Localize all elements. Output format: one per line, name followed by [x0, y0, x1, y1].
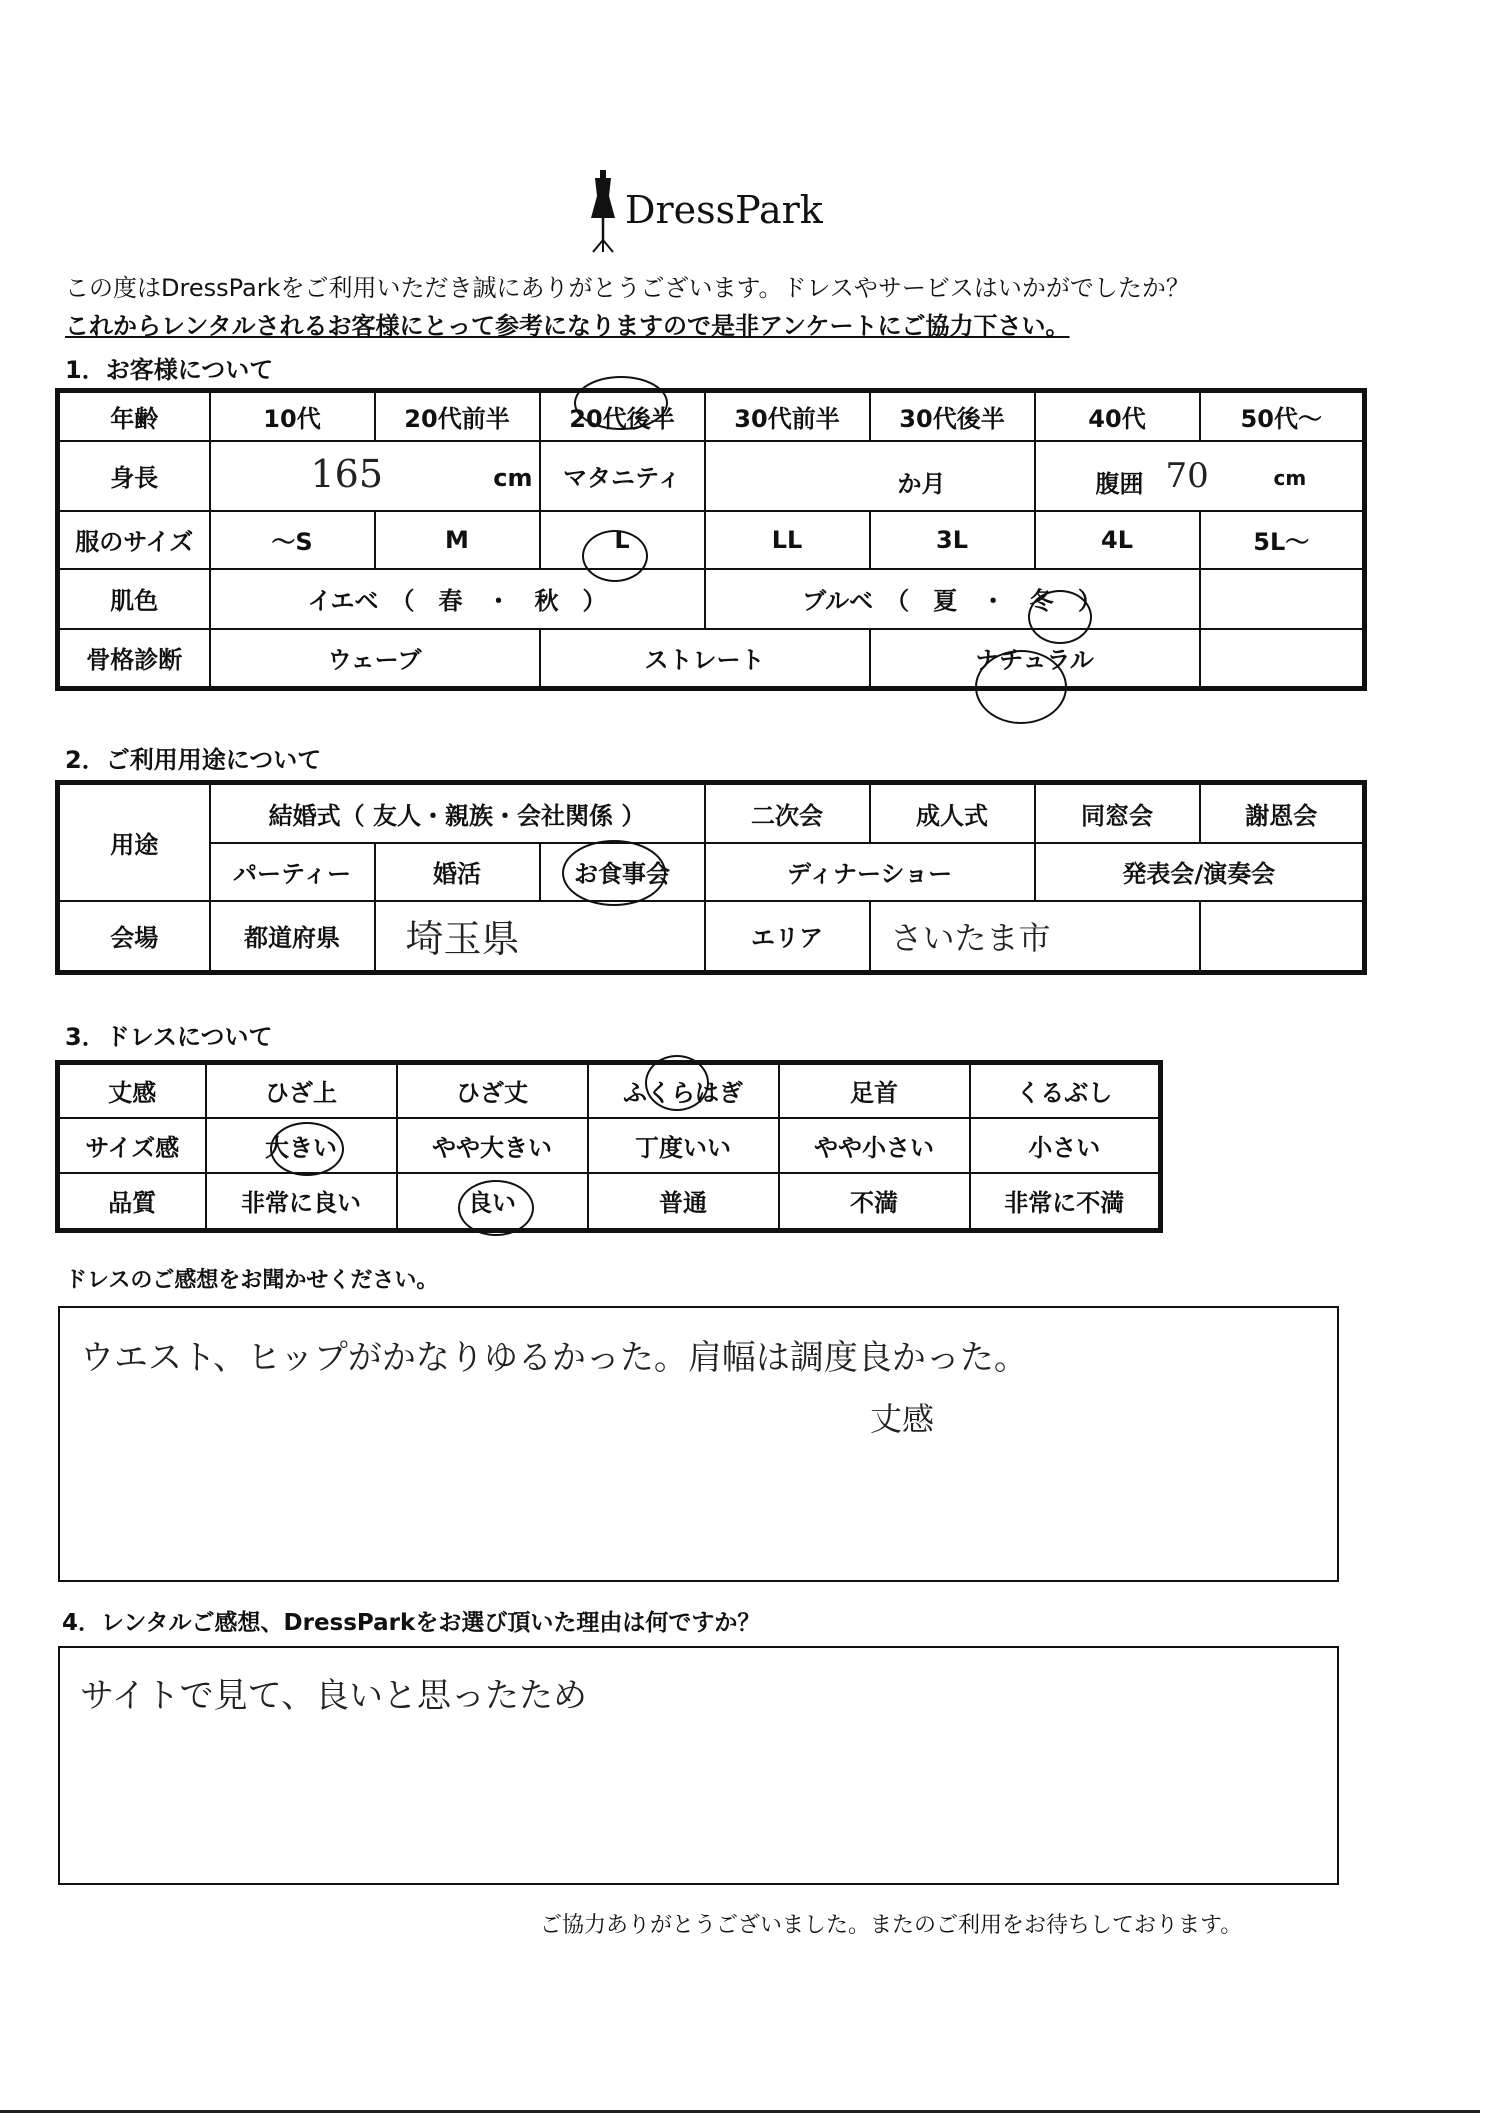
purpose-label: 用途 — [58, 783, 210, 901]
request-text: これからレンタルされるお客様にとって参考になりますので是非アンケートにご協力下さい。 — [65, 312, 1070, 340]
size-option-selected[interactable]: L — [540, 511, 705, 569]
section4-title: 4．レンタルご感想、DressParkをお選び頂いた理由は何ですか？ — [62, 1610, 761, 1636]
age-option[interactable]: 50代～ — [1200, 391, 1365, 441]
frame-label: 骨格診断 — [58, 629, 210, 689]
size-option[interactable]: 3L — [870, 511, 1035, 569]
length-option[interactable]: 足首 — [779, 1063, 970, 1118]
reunion-option[interactable]: 同窓会 — [1035, 783, 1200, 843]
reason-text: サイトで見て、良いと思ったため — [80, 1676, 587, 1716]
reason-box[interactable] — [58, 1646, 1339, 1885]
dinner-show-option[interactable]: ディナーショー — [705, 843, 1035, 901]
prefecture-value: 埼玉県 — [405, 917, 520, 962]
waist-label: 腹囲 — [1095, 469, 1144, 498]
section3-title: 3．ドレスについて — [65, 1023, 273, 1051]
fit-option-selected[interactable]: 大きい — [206, 1118, 397, 1173]
impressions-text: ウエスト、ヒップがかなりゆるかった。肩幅は調度良かった。 — [80, 1338, 1028, 1378]
fit-label: サイズ感 — [58, 1118, 206, 1173]
maternity-cell[interactable] — [705, 441, 1035, 511]
fit-option[interactable]: やや大きい — [397, 1118, 588, 1173]
area-value: さいたま市 — [890, 918, 1051, 957]
dress-table — [55, 1060, 1163, 1233]
size-label: 服のサイズ — [58, 511, 210, 569]
height-cell[interactable] — [210, 441, 540, 511]
quality-label: 品質 — [58, 1173, 206, 1231]
length-option-selected[interactable]: ふくらはぎ — [588, 1063, 779, 1118]
waist-value: 70 — [1165, 455, 1209, 496]
age-option-selected[interactable]: 20代後半 — [540, 391, 705, 441]
frame-option[interactable]: ストレート — [540, 629, 870, 689]
impressions-prompt: ドレスのご感想をお聞かせください。 — [65, 1268, 439, 1293]
intro-text: この度はDressParkをご利用いただき誠にありがとうございます。ドレスやサービスはいかがでしたか？ — [65, 274, 1190, 302]
frame-option[interactable]: ウェーブ — [210, 629, 540, 689]
frame-option-selected[interactable]: ナチュラル — [870, 629, 1200, 689]
skin-yellow-option[interactable]: イエベ （ 春 ・ 秋 ） — [210, 569, 705, 629]
dinner-party-option-selected[interactable]: お食事会 — [540, 843, 705, 901]
months-unit: か月 — [897, 469, 946, 498]
afterparty-option[interactable]: 二次会 — [705, 783, 870, 843]
area-label: エリア — [705, 901, 870, 973]
skin-blue-winter[interactable]: 冬 — [1029, 587, 1054, 615]
height-unit: cm — [493, 463, 533, 492]
section1-title: 1．お客様について — [65, 356, 274, 384]
wedding-option[interactable]: 結婚式（ 友人・親族・会社関係 ） — [210, 783, 705, 843]
quality-option[interactable]: 非常に良い — [206, 1173, 397, 1231]
recital-option[interactable]: 発表会/演奏会 — [1035, 843, 1365, 901]
age-option[interactable]: 30代後半 — [870, 391, 1035, 441]
skin-blue-prefix: ブルベ （ 夏 ・ — [802, 587, 1006, 615]
quality-option[interactable]: 普通 — [588, 1173, 779, 1231]
skin-blue-suffix: ） — [1077, 587, 1102, 615]
skin-blue-option[interactable] — [705, 569, 1200, 629]
skin-label: 肌色 — [58, 569, 210, 629]
dress-form-icon — [585, 168, 621, 258]
thanks-party-option[interactable]: 謝恩会 — [1200, 783, 1365, 843]
purpose-table — [55, 780, 1367, 975]
age-option[interactable]: 30代前半 — [705, 391, 870, 441]
maternity-label: マタニティ — [540, 441, 705, 511]
area-field[interactable] — [870, 901, 1200, 973]
waist-cell[interactable] — [1035, 441, 1365, 511]
prefecture-field[interactable] — [375, 901, 705, 973]
quality-option[interactable]: 非常に不満 — [970, 1173, 1161, 1231]
waist-unit: cm — [1273, 465, 1307, 490]
empty-cell — [1200, 569, 1365, 629]
length-label: 丈感 — [58, 1063, 206, 1118]
prefecture-label: 都道府県 — [210, 901, 375, 973]
dresspark-logo — [585, 168, 845, 258]
length-option[interactable]: ひざ丈 — [397, 1063, 588, 1118]
party-option[interactable]: パーティー — [210, 843, 375, 901]
fit-option[interactable]: 丁度いい — [588, 1118, 779, 1173]
age-option[interactable]: 40代 — [1035, 391, 1200, 441]
fit-option[interactable]: やや小さい — [779, 1118, 970, 1173]
empty-cell — [1200, 901, 1365, 973]
customer-table — [55, 388, 1367, 691]
venue-label: 会場 — [58, 901, 210, 973]
height-value: 165 — [310, 451, 384, 496]
quality-option[interactable]: 不満 — [779, 1173, 970, 1231]
impressions-insert: 丈感 — [870, 1400, 935, 1438]
fit-option[interactable]: 小さい — [970, 1118, 1161, 1173]
logo-text: DressPark — [625, 188, 823, 232]
quality-option-selected[interactable]: 良い — [397, 1173, 588, 1231]
empty-cell — [1200, 629, 1365, 689]
scan-edge-line — [0, 2110, 1480, 2113]
size-option[interactable]: 5L～ — [1200, 511, 1365, 569]
size-option[interactable]: LL — [705, 511, 870, 569]
impressions-box[interactable] — [58, 1306, 1339, 1582]
height-label: 身長 — [58, 441, 210, 511]
footer-thanks: ご協力ありがとうございました。またのご利用をお待ちしております。 — [540, 1913, 1243, 1938]
coming-of-age-option[interactable]: 成人式 — [870, 783, 1035, 843]
size-option[interactable]: 4L — [1035, 511, 1200, 569]
size-option[interactable]: ～S — [210, 511, 375, 569]
age-option[interactable]: 20代前半 — [375, 391, 540, 441]
section2-title: 2．ご利用用途について — [65, 746, 322, 774]
age-label: 年齢 — [58, 391, 210, 441]
length-option[interactable]: ひざ上 — [206, 1063, 397, 1118]
age-option[interactable]: 10代 — [210, 391, 375, 441]
length-option[interactable]: くるぶし — [970, 1063, 1161, 1118]
konkatsu-option[interactable]: 婚活 — [375, 843, 540, 901]
size-option[interactable]: M — [375, 511, 540, 569]
